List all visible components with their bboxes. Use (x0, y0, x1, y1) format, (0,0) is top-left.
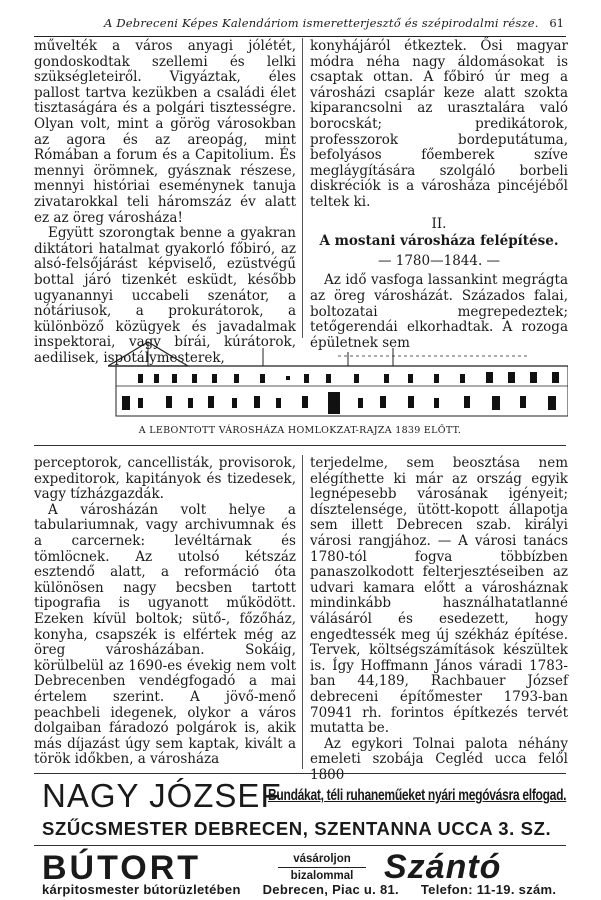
ad-furrier-name: NAGY JÓZSEF (42, 777, 282, 814)
ad-furniture-details (42, 882, 574, 897)
ad-furniture-tagline (274, 852, 370, 883)
paragraph: művelték a város anyagi jólétét, gondoskodtak szellemi és lelki szükségleteiről. Vigyáztak, éles pallost tartva kezükben a családi élet tisztaságára és a polgári tisztességre. Olyan volt, mint a görög városokban az agora és az areopág, mint Rómában a forum és a Capitolium. És mennyi örömnek, gyásznak részese, mennyi históriai eseménynek tanuja zivatarokkal teli háromszáz év alatt ez az öreg városháza! (34, 38, 296, 226)
column-divider-top (302, 38, 303, 338)
illustration-caption: A LEBONTOTT VÁROSHÁZA HOMLOKZAT-RAJZA 1839 ELŐTT. (138, 425, 462, 436)
town-hall-facade-drawing (108, 338, 568, 420)
ad-furniture-brand: Szántó (384, 848, 502, 886)
paragraph: A városházán volt helye a tabulariumnak, vagy archivumnak és a carcernek: levéltárnak és tömlöcnek. Az utolsó kétszáz esztendő alatt, a reformáció óta különösen nagy becsben tartott tipografia is ugyanott működött. Ezeken kívül boltok; sütő-, főzőház, konyha, csapszék is elfértek még az öreg városházában. Sokáig, körülbelül az 1690-es évekig nem volt Debrecenben vendégfogadó a mai értelem szerint. A jövő-menő peachbeli idegenek, olykor a város dolgaiban fáradozó polgárok is, akik más díjazást úgy sem kaptak, kivált a török időkben, a városháza (34, 501, 296, 768)
illustration-rule (34, 445, 566, 446)
section-number: II. (431, 215, 447, 232)
column-top-right (310, 39, 568, 351)
paragraph: konyhájáról étkeztek. Ősi magyar módra néha nagy áldomásokat is csaptak ottan. A főbiró úr meg a városházi csaplár keze alatt szokta kiparancsolni az urasztalára való borocskát; predikátorok, professzorok bordeputátuma, befolyásos főemberek szíve megláygítására szolgáló borbeli diskréciók is a városháza pincéjéből teltek ki. (310, 38, 568, 210)
page-header (34, 8, 566, 37)
column-bottom-left (34, 456, 296, 768)
column-top-left (34, 39, 296, 366)
ad-furrier-slogan: Bundákat, téli ruhaneműeket nyári megóvásra elfogad. (268, 787, 567, 804)
paragraph: Az idő vasfoga lassankint megrágta az öreg városházát. Százados falai, boltozatai megrepedeztek; tetőgerendái elkorhadtak. A rozoga épületnek sem (310, 272, 568, 351)
section-title: A mostani városháza felépítése. (319, 233, 559, 250)
ad-furrier-address: SZŰCSMESTER DEBRECEN, SZENTANNA UCCA 3. SZ. (42, 818, 552, 839)
tagline-rule (278, 867, 366, 868)
ad-furniture-headline: BÚTORT (42, 849, 202, 887)
column-bottom-right (310, 456, 568, 783)
ad-furniture-trade: kárpitosmester bútorüzletében (42, 882, 241, 897)
tagline-bottom: bizalommal (290, 870, 354, 882)
paragraph: Az egykori Tolnai palota néhány emeleti szobája Cegléd ucca felől 1800 (310, 735, 568, 783)
ad-furniture-phone: Telefon: 11-19. szám. (420, 882, 557, 897)
ad-divider-top (34, 773, 566, 774)
column-divider-bottom (302, 455, 303, 769)
ad-furniture-address: Debrecen, Piac u. 81. (262, 882, 399, 897)
paragraph: perceptorok, cancellisták, provisorok, expeditorok, kapitányok és tizedesek, vagy tízházgazdák. (34, 455, 296, 503)
running-title: A Debreceni Képes Kalendáriom ismeretterjesztő és szépirodalmi része. (104, 16, 539, 30)
page-number: 61 (549, 16, 564, 30)
paragraph: Együtt szorongtak benne a gyakran diktátori hatalmat gyakorló főbiró, az alsó-felsőjárást képviselő, ezüstvégű bottal járó tizenkét esküdt, később ugyanannyi uccabeli szenátor, a nótáriusok, a prokurátorok, a különböző közügyek és javadalmak inspektorai, vagy bírái, kúrátorok, aedilisek, ispotálymesterek, (34, 225, 296, 366)
paragraph: terjedelme, sem beosztása nem elégíthette ki már az ország egyik legnépesebb városának igényeit; dísztelensége, ütött-kopott állapotja sem illett Debrecen szab. királyi városi rangjához. — A városi tanács 1780-tól fogva többízben panaszolkodott felterjesztéseiben az udvari kamara előtt a városháznak mindinkább használhatatlanné válásáról és esedezett, hogy engedtessék meg új székház építése. Tervek, költségszámítások készültek is. Így Hoffmann János váradi 1783-ban 44,189, Rachbauer József debreceni építőmester 1793-ban 70941 rh. forintos építkezés tervét mutatta be. (310, 455, 568, 737)
section-dates: — 1780—1844. — (377, 252, 501, 269)
ad-divider-middle (34, 845, 566, 846)
tagline-top: vásároljon (293, 853, 351, 865)
